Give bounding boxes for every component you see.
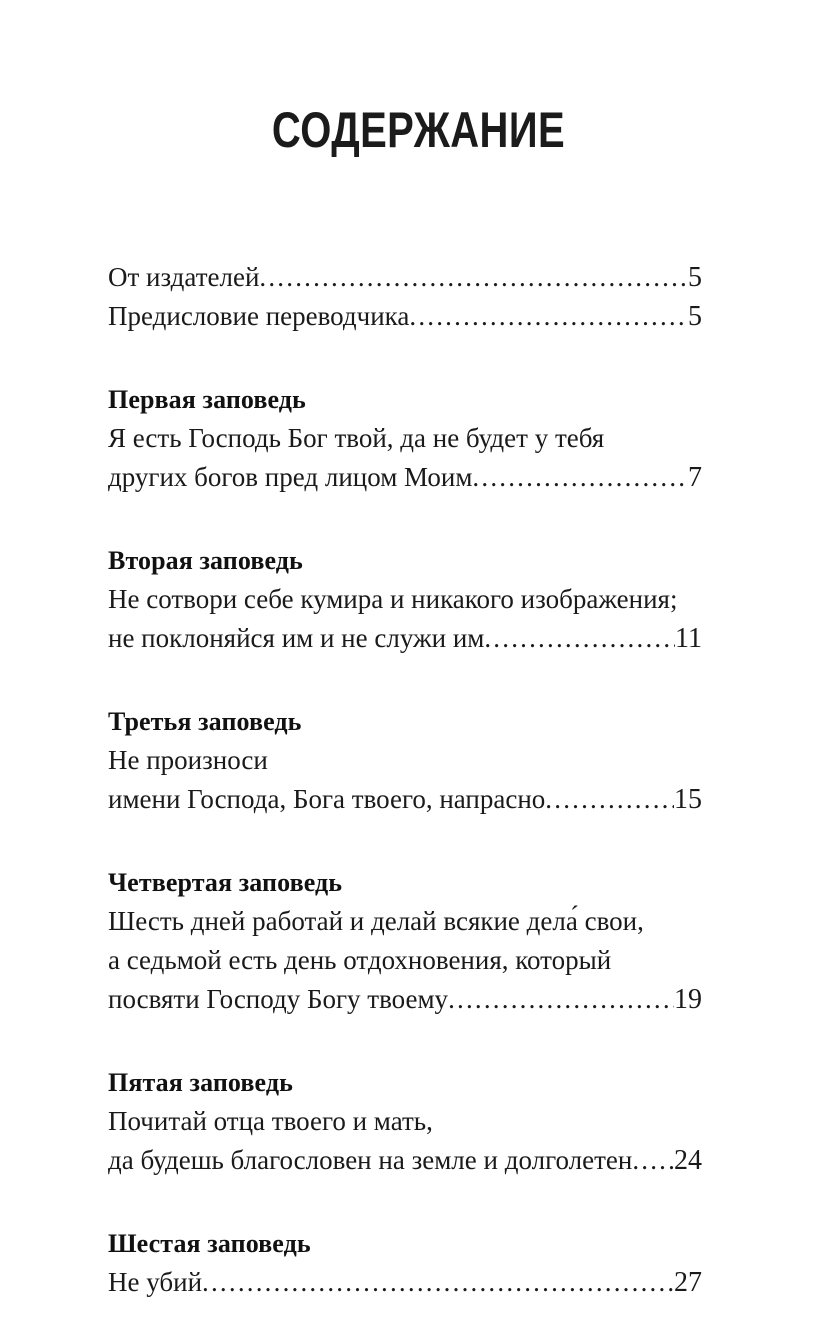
commandment-entry-page-number: 15 (674, 784, 702, 815)
front-matter-group (108, 258, 702, 336)
commandment-text-line: а седьмой есть день отдохновения, который (108, 945, 612, 975)
commandment-text-line: Почитай отца твоего и мать, (108, 1106, 433, 1136)
commandment-text-line: Не произноси (108, 745, 268, 775)
commandment-section (108, 541, 702, 658)
leader-dots (632, 1141, 674, 1180)
leader-dots (409, 297, 688, 336)
commandment-entry-label: других богов пред лицом Моим (108, 462, 473, 492)
commandment-entry[interactable] (108, 980, 702, 1019)
leader-dots (545, 780, 674, 819)
commandment-entry[interactable] (108, 1263, 702, 1302)
front-matter-entry-label: Предисловие переводчика (108, 301, 410, 331)
front-matter-entry-label: От издателей (108, 262, 260, 292)
commandment-entry[interactable] (108, 619, 702, 658)
leader-dots (259, 258, 688, 297)
commandment-entry[interactable] (108, 780, 702, 819)
commandment-heading: Вторая заповедь (108, 546, 303, 575)
commandment-entry-page-number: 24 (674, 1145, 702, 1176)
leader-dots (472, 458, 688, 497)
commandment-text-line: Я есть Господь Бог твой, да не будет у тебя (108, 423, 605, 453)
commandment-entry-page-number: 11 (675, 623, 702, 654)
commandment-entry-label: посвяти Господу Богу твоему (108, 984, 449, 1014)
commandment-section (108, 380, 702, 497)
commandment-heading: Шестая заповедь (108, 1229, 311, 1258)
commandment-entry-label: да будешь благословен на земле и долголетен (108, 1145, 633, 1175)
commandment-entry-label: имени Господа, Бога твоего, напрасно (108, 784, 546, 814)
front-matter-entry[interactable] (108, 297, 702, 336)
commandment-entry-label: не поклоняйся им и не служи им (108, 623, 485, 653)
commandment-text-line: Не сотвори себе кумира и никакого изображения; (108, 584, 678, 614)
leader-dots (448, 980, 674, 1019)
commandment-text-line: Шесть дней работай и делай всякие дела́ свои, (108, 906, 644, 936)
toc-entry-list (108, 258, 702, 1302)
commandment-heading: Первая заповедь (108, 385, 306, 414)
commandment-sections (108, 380, 702, 1302)
commandment-section (108, 863, 702, 1019)
commandment-section (108, 702, 702, 819)
page-title: СОДЕРЖАНИЕ (271, 102, 566, 158)
leader-dots (202, 1263, 674, 1302)
commandment-section (108, 1224, 702, 1302)
commandment-entry-page-number: 27 (674, 1267, 702, 1298)
commandment-entry-label: Не убий (108, 1267, 203, 1297)
commandment-entry-page-number: 19 (674, 984, 702, 1015)
front-matter-entry-page-number: 5 (688, 262, 702, 293)
commandment-entry[interactable] (108, 458, 702, 497)
commandment-heading: Четвертая заповедь (108, 868, 343, 897)
commandment-heading: Пятая заповедь (108, 1068, 293, 1097)
front-matter-entry[interactable] (108, 258, 702, 297)
leader-dots (484, 619, 675, 658)
commandment-entry-page-number: 7 (688, 462, 702, 493)
commandment-section (108, 1063, 702, 1180)
front-matter-entry-page-number: 5 (688, 301, 702, 332)
commandment-entry[interactable] (108, 1141, 702, 1180)
commandment-heading: Третья заповедь (108, 707, 302, 736)
